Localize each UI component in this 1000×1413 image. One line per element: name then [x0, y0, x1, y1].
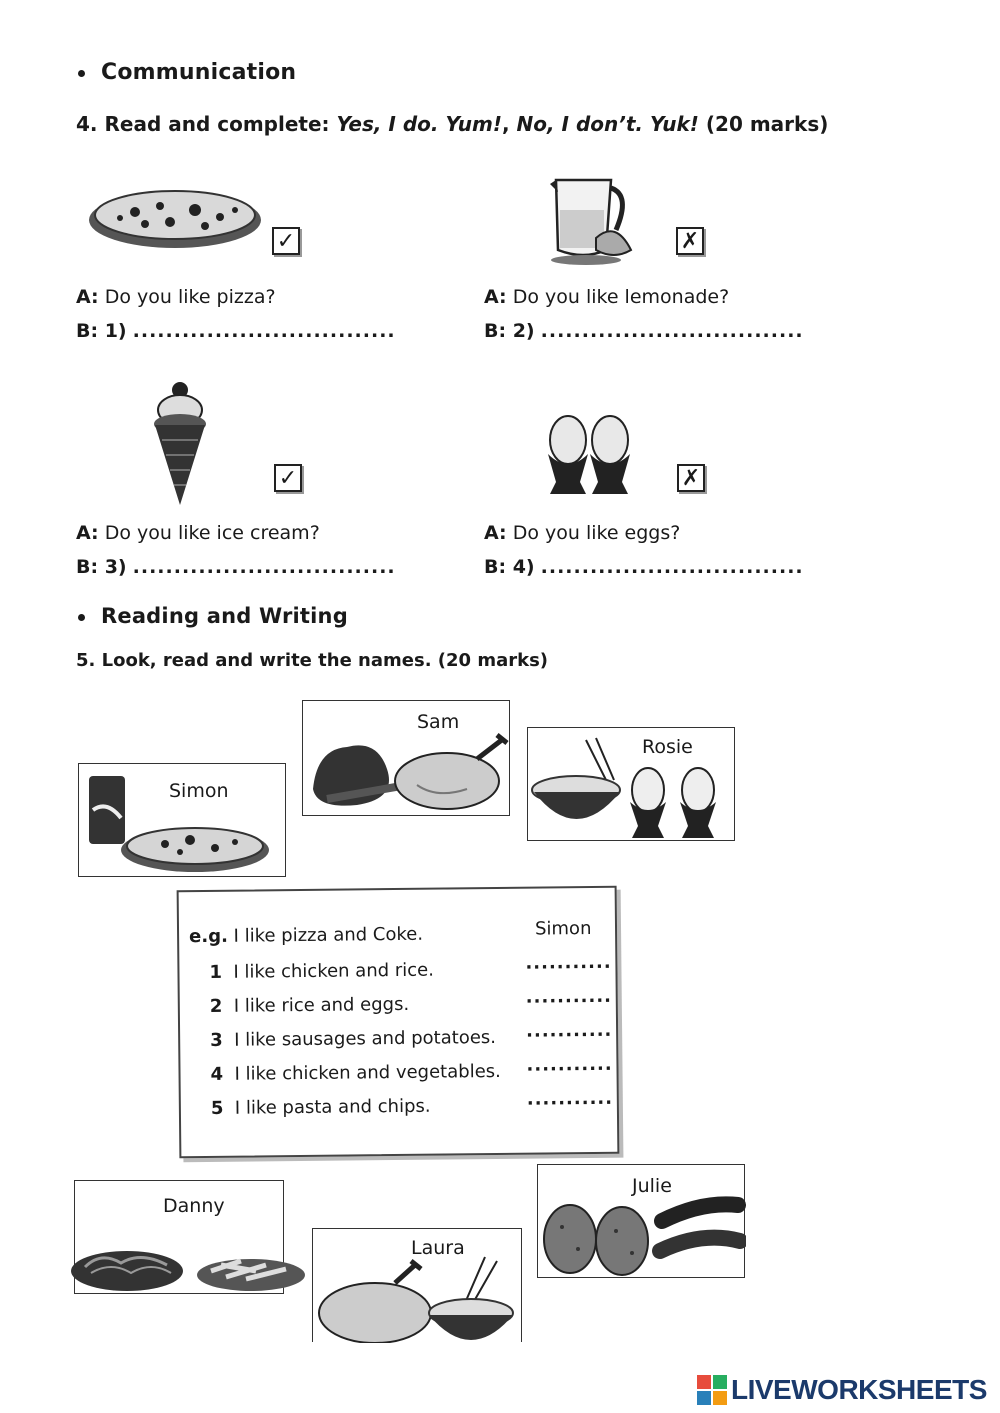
answer-blank-4[interactable]: ................................ [540, 556, 804, 578]
sentence-row: 4 I like chicken and vegetables. [210, 1060, 501, 1085]
bullet-icon [78, 614, 85, 621]
check-mark-box: ✓ [274, 464, 302, 492]
card-name: Sam [417, 711, 460, 733]
pasta-and-chips-picture [71, 1231, 311, 1297]
coke-and-pizza-picture [85, 770, 285, 874]
question-2: A: Do you like lemonade? B: 2) ................................ [484, 286, 804, 342]
question-1: A: Do you like pizza? B: 1) ................................ [76, 286, 396, 342]
name-blank-4[interactable]: ........... [526, 1053, 613, 1076]
card-name: Danny [163, 1195, 225, 1217]
rice-and-eggs-picture [530, 734, 734, 842]
cross-mark-box: ✗ [677, 464, 705, 492]
ice-cream-picture [150, 380, 210, 510]
card-name: Simon [169, 780, 229, 802]
card-julie [537, 1164, 745, 1278]
exercise-4-instruction: 4. Read and complete: Yes, I do. Yum!, No, I don’t. Yuk! (20 marks) [76, 112, 829, 136]
name-blank-5[interactable]: ........... [526, 1087, 614, 1110]
potatoes-and-sausages-picture [542, 1191, 746, 1281]
sentence-row: 5 I like pasta and chips. [210, 1095, 431, 1119]
check-mark-box: ✓ [272, 227, 300, 255]
question-3: A: Do you like ice cream? B: 3) ................................ [76, 522, 396, 578]
lemonade-jug-picture [536, 160, 636, 270]
name-blank-1[interactable]: ........... [525, 951, 612, 974]
vegetables-and-chicken-picture [307, 729, 517, 815]
card-simon [78, 763, 286, 877]
sentence-row: 1 I like chicken and rice. [209, 959, 435, 983]
sentence-row: 2 I like rice and eggs. [209, 993, 410, 1017]
card-sam [302, 700, 510, 816]
section-title-communication: Communication [78, 60, 296, 85]
liveworksheets-logo: LIVEWORKSHEETS [697, 1374, 987, 1406]
exercise-5-instruction: 5. Look, read and write the names. (20 marks) [76, 650, 549, 671]
bullet-icon [78, 70, 85, 77]
example-answer: Simon [534, 917, 592, 940]
answer-blank-2[interactable]: ................................ [540, 320, 804, 342]
answer-blank-3[interactable]: ................................ [132, 556, 396, 578]
question-4: A: Do you like eggs? B: 4) ................................ [484, 522, 804, 578]
name-blank-2[interactable]: ........... [525, 985, 613, 1008]
answer-blank-1[interactable]: ................................ [132, 320, 396, 342]
card-rosie [527, 727, 735, 841]
liveworksheets-logo-icon [697, 1375, 727, 1405]
pizza-picture [85, 182, 265, 252]
section-title-reading-writing: Reading and Writing [78, 604, 348, 628]
chicken-and-rice-picture [315, 1253, 521, 1343]
card-laura [312, 1228, 522, 1342]
sentences-panel [177, 886, 620, 1159]
card-name: Rosie [642, 736, 693, 758]
example-row: e.g. I like pizza and Coke. [188, 923, 424, 948]
card-name: Laura [411, 1237, 465, 1259]
name-blank-3[interactable]: ........... [525, 1019, 613, 1042]
sentence-row: 3 I like sausages and potatoes. [210, 1026, 497, 1051]
card-name: Julie [632, 1175, 672, 1197]
eggs-picture [540, 412, 640, 502]
card-danny [74, 1180, 284, 1294]
cross-mark-box: ✗ [676, 227, 704, 255]
